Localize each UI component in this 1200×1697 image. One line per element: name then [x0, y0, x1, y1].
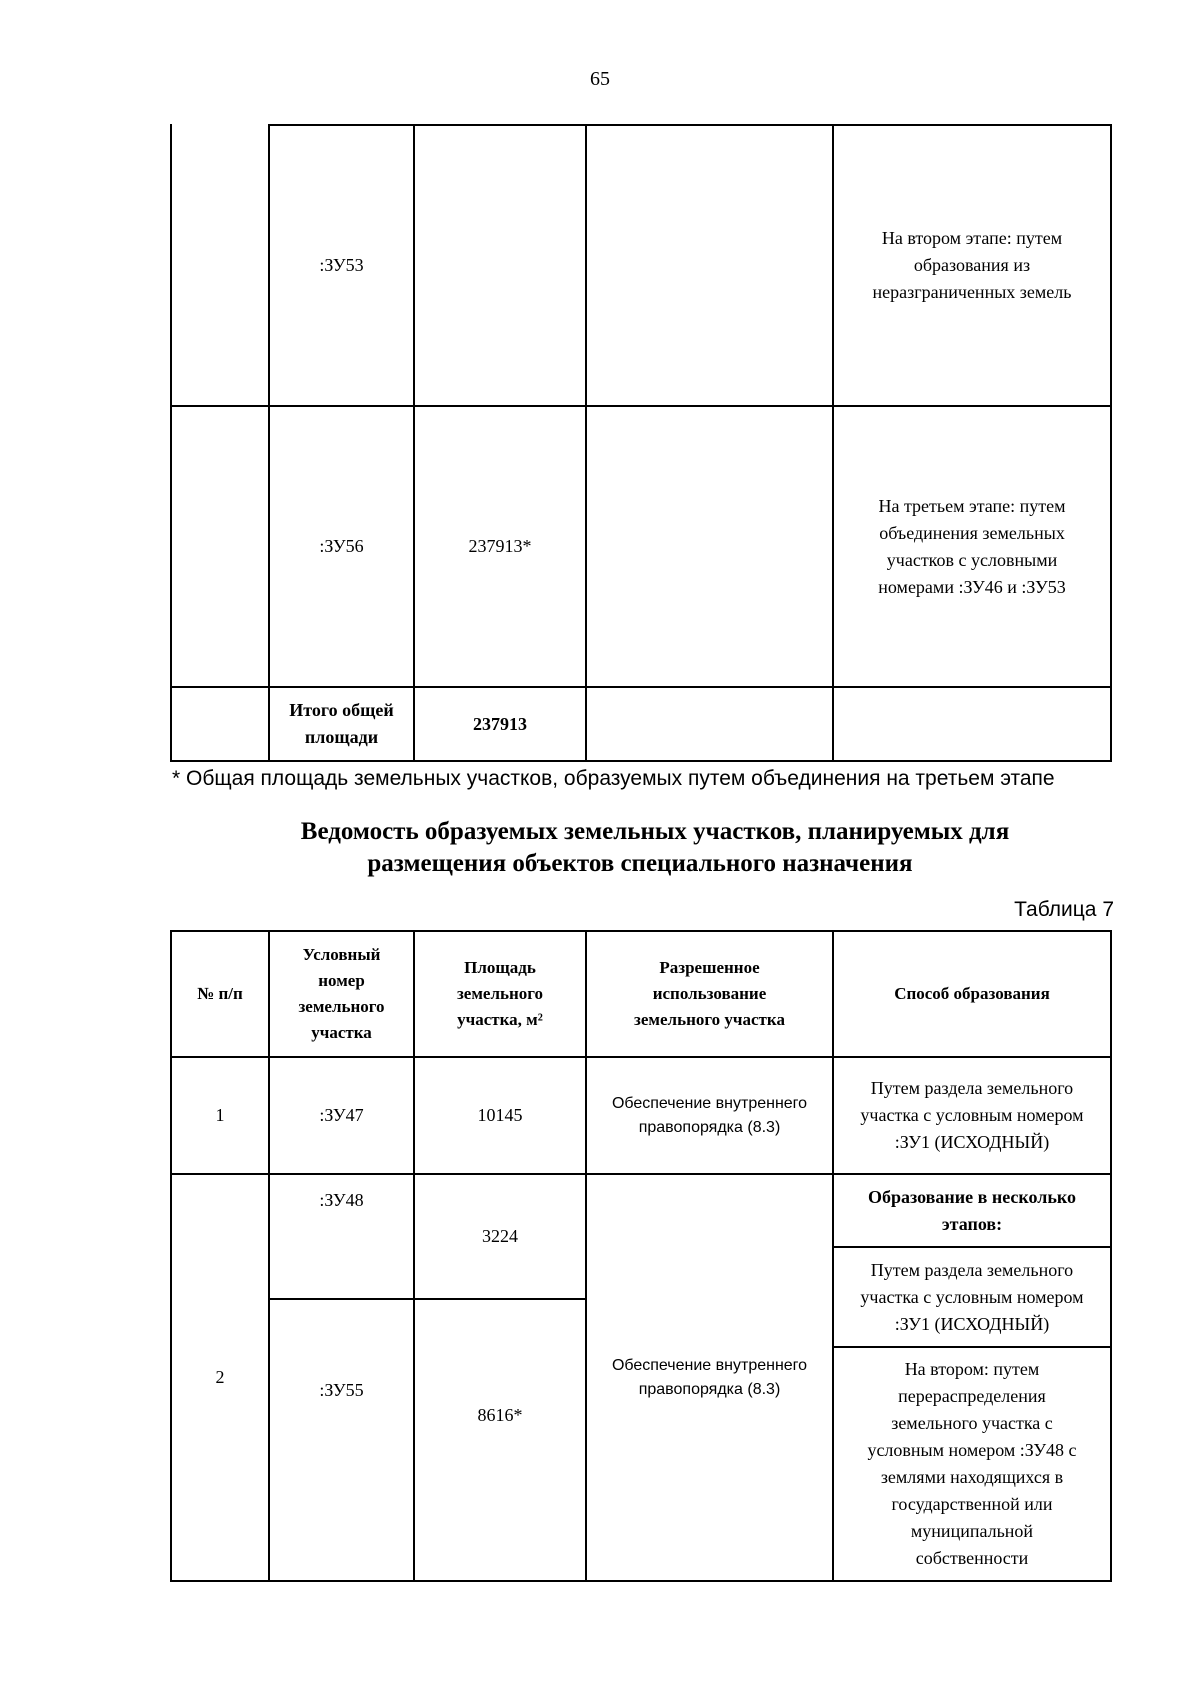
- table-border: [170, 124, 172, 762]
- column-header: [587, 932, 832, 1056]
- table-border: [1110, 930, 1112, 1582]
- column-header: [172, 932, 268, 1056]
- table-border: [170, 760, 1112, 762]
- table-border: [170, 1580, 1112, 1582]
- parcel-number: :ЗУ56: [319, 536, 364, 556]
- column-header: [834, 932, 1110, 1056]
- parcel-number: :ЗУ53: [319, 255, 364, 275]
- table-border: [585, 124, 587, 762]
- permitted-use: Обеспечение внутреннего правопорядка (8.3): [611, 1356, 808, 1398]
- row-number: 2: [215, 1367, 225, 1387]
- total-label: Итого общей площади: [289, 700, 394, 747]
- formation-method: На третьем этапе: путем объединения земельных участков с условными номерами :ЗУ46 и :ЗУ53: [878, 495, 1066, 597]
- header-parcel-number: Условный номер земельного участка: [298, 945, 385, 1042]
- parcel-number: :ЗУ55: [319, 1379, 364, 1400]
- table-row: [270, 126, 413, 405]
- formation-method: На втором: путем перераспределения земельного участка с условным номером :ЗУ48 с землями находящихся в государственной или муниципальной собственности: [867, 1359, 1077, 1568]
- table-label: Таблица 7: [1014, 898, 1114, 921]
- column-header: [270, 932, 413, 1056]
- table-border: [1110, 124, 1112, 762]
- parcel-area: 8616*: [477, 1404, 523, 1425]
- formation-method: Путем раздела земельного участка с условным номером :ЗУ1 (ИСХОДНЫЙ): [860, 1259, 1084, 1334]
- footnote: * Общая площадь земельных участков, образуемых путем объединения на третьем этапе: [172, 767, 1055, 790]
- section-title-line1: Ведомость образуемых земельных участков, планируемых для: [300, 818, 1010, 845]
- table-row: [172, 1058, 268, 1173]
- parcel-area: 10145: [477, 1105, 523, 1125]
- row-number: 1: [215, 1105, 225, 1125]
- header-num: № п/п: [197, 984, 243, 1003]
- table-row: [270, 407, 413, 686]
- formation-method: Путем раздела земельного участка с условным номером :ЗУ1 (ИСХОДНЫЙ): [860, 1078, 1084, 1152]
- header-usage: Разрешенное использование земельного участка: [634, 958, 785, 1029]
- page-number: 65: [590, 68, 610, 90]
- column-header: [415, 932, 585, 1056]
- total-value: 237913: [473, 713, 527, 734]
- parcel-number: :ЗУ47: [319, 1105, 364, 1125]
- parcel-number: :ЗУ48: [319, 1189, 364, 1210]
- parcel-area: 237913*: [468, 536, 532, 556]
- header-method: Способ образования: [894, 984, 1050, 1003]
- table-row: [172, 1175, 268, 1580]
- formation-method-title: Образование в несколько этапов:: [867, 1186, 1077, 1234]
- permitted-use: Обеспечение внутреннего правопорядка (8.3): [611, 1094, 808, 1136]
- formation-method: На втором этапе: путем образования из неразграниченных земель: [872, 228, 1072, 302]
- section-title-line2: размещения объектов специального назначения: [367, 850, 913, 877]
- header-area: Площадь земельного участка, м²: [456, 958, 544, 1029]
- parcel-area: 3224: [482, 1226, 518, 1246]
